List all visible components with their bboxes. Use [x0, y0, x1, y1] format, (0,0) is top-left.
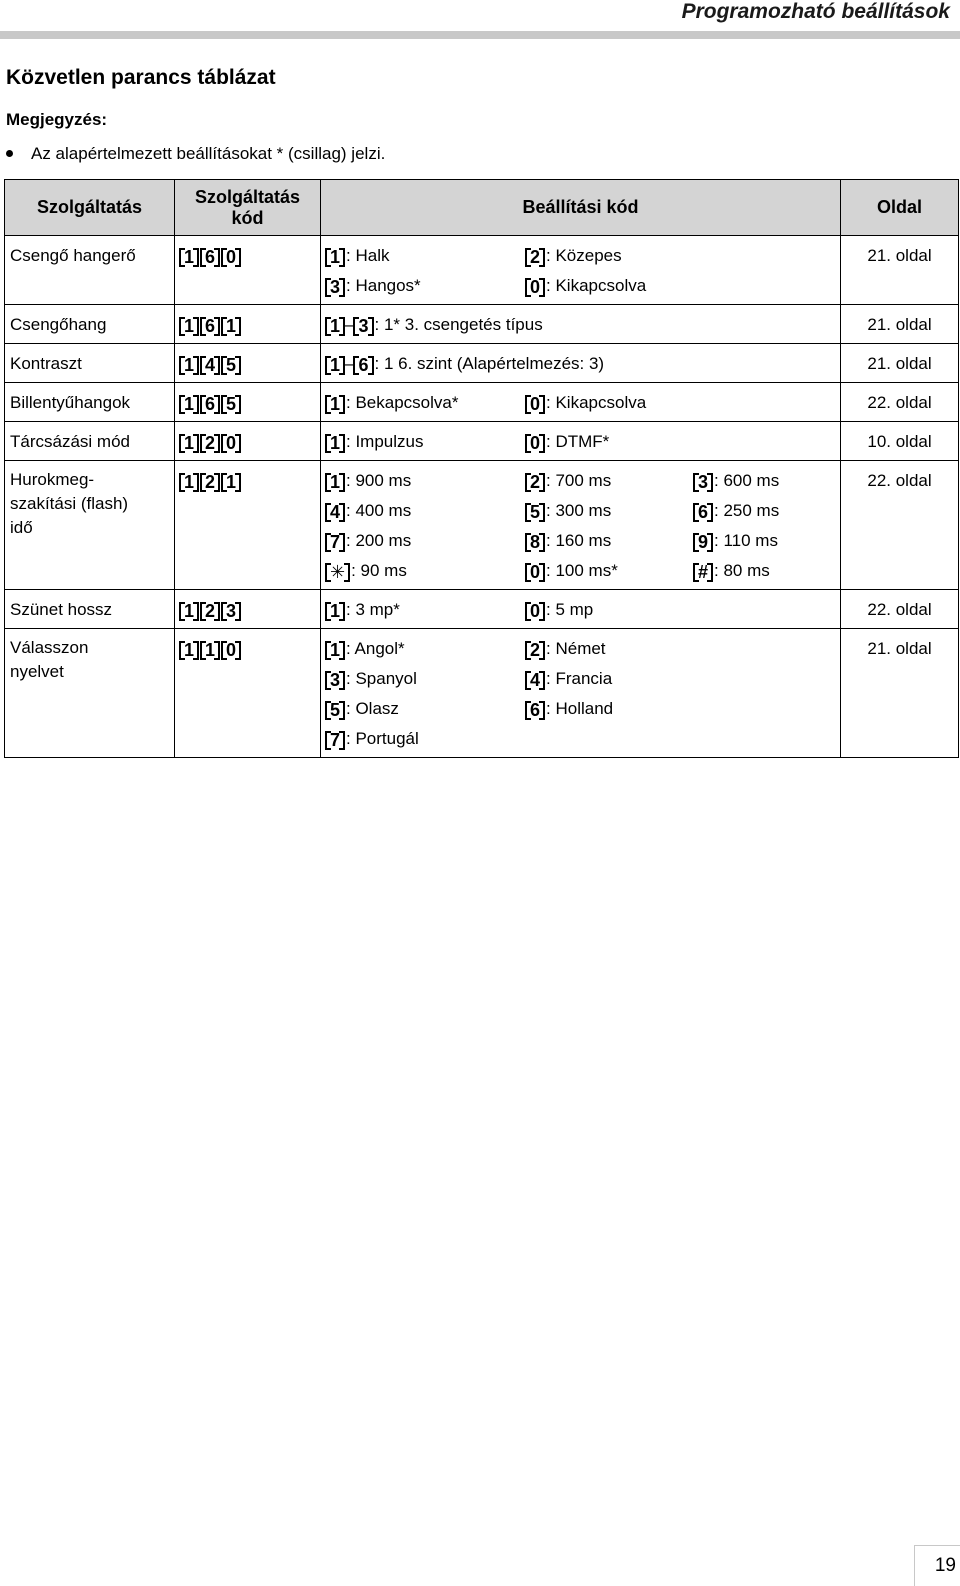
service-cell	[5, 629, 175, 758]
option-text: : Angol*	[346, 639, 405, 658]
setting-code-cell	[321, 590, 841, 629]
option-item	[525, 634, 725, 664]
key-icon: 3	[221, 601, 241, 621]
page-ref: 22. oldal	[867, 471, 932, 490]
option-item	[525, 427, 725, 457]
option-text: : Impulzus	[346, 432, 424, 451]
option-item	[693, 466, 843, 496]
setting-description: : 1* 3. csengetés típus	[374, 315, 543, 334]
key-icon: 8	[525, 532, 545, 552]
option-text: : 900 ms	[346, 471, 412, 490]
key-icon: 0	[221, 247, 241, 267]
service-cell	[5, 461, 175, 590]
service-code-cell	[175, 344, 321, 383]
table-header-row	[5, 180, 959, 236]
key-icon: 1	[179, 472, 199, 492]
key-icon: 2	[525, 472, 545, 492]
option-item	[525, 271, 725, 301]
table-row	[5, 590, 959, 629]
service-name-line: szakítási (flash)	[10, 494, 129, 513]
key-icon: 0	[525, 277, 545, 297]
page-ref: 22. oldal	[867, 600, 932, 619]
option-text: : Közepes	[546, 246, 622, 265]
option-text: : Olasz	[346, 699, 399, 718]
key-icon: 1	[325, 316, 345, 336]
key-icon: 6	[200, 247, 220, 267]
option-item	[525, 664, 725, 694]
direct-command-table	[4, 179, 959, 758]
page-ref-cell	[841, 461, 959, 590]
setting-code-cell	[321, 383, 841, 422]
key-icon: 6	[353, 355, 373, 375]
option-text: : Portugál	[346, 729, 419, 748]
key-icon: 1	[179, 640, 199, 660]
key-icon: 6	[693, 502, 713, 522]
key-icon: 0	[525, 601, 545, 621]
setting-code-cell	[321, 236, 841, 305]
key-icon: #	[693, 562, 713, 582]
key-icon: 1	[325, 640, 345, 660]
service-name-line: Hurokmeg-	[10, 470, 95, 489]
service-name: Billentyűhangok	[10, 393, 131, 412]
option-text: : DTMF*	[546, 432, 610, 451]
page-ref-cell	[841, 305, 959, 344]
option-item	[325, 388, 525, 418]
setting-description: : 1 6. szint (Alapértelmezés: 3)	[374, 354, 605, 373]
header-service: Szolgáltatás	[5, 180, 175, 236]
option-text: : Kikapcsolva	[546, 393, 647, 412]
service-cell	[5, 383, 175, 422]
service-code-cell	[175, 461, 321, 590]
header-setting-code: Beállítási kód	[321, 180, 841, 236]
option-item	[525, 694, 725, 724]
key-icon: 6	[200, 394, 220, 414]
key-icon: 1	[179, 316, 199, 336]
range-dash: –	[345, 315, 355, 334]
header-service-code-line2: kód	[231, 207, 264, 228]
key-icon: 0	[221, 640, 241, 660]
option-item	[325, 526, 525, 556]
key-icon: 2	[525, 640, 545, 660]
note-label: Megjegyzés:	[6, 110, 108, 129]
option-grid	[325, 427, 836, 457]
key-icon: 0	[221, 433, 241, 453]
key-icon: 4	[325, 502, 345, 522]
service-code-cell	[175, 629, 321, 758]
key-icon: 2	[525, 247, 545, 267]
page-ref-cell	[841, 383, 959, 422]
page-ref-cell	[841, 236, 959, 305]
page-ref-cell	[841, 344, 959, 383]
service-cell	[5, 236, 175, 305]
setting-code-cell	[321, 422, 841, 461]
key-icon: 4	[525, 670, 545, 690]
service-name: Kontraszt	[10, 354, 82, 373]
service-name: Tárcsázási mód	[10, 432, 130, 451]
service-name: Szünet hossz	[10, 600, 113, 619]
key-icon: 5	[325, 700, 345, 720]
key-icon: 1	[325, 394, 345, 414]
service-code-cell	[175, 422, 321, 461]
running-header-title: Programozható beállítások	[681, 0, 950, 23]
option-item	[525, 388, 725, 418]
note-bullet	[6, 144, 385, 164]
key-icon: 1	[179, 394, 199, 414]
key-icon: 5	[221, 394, 241, 414]
service-code-cell	[175, 383, 321, 422]
option-text: : Bekapcsolva*	[346, 393, 459, 412]
option-item	[525, 496, 693, 526]
option-item	[693, 496, 843, 526]
key-icon: 6	[200, 316, 220, 336]
option-item	[325, 466, 525, 496]
key-icon: 1	[325, 355, 345, 375]
option-text: : 700 ms	[546, 471, 612, 490]
option-item	[325, 427, 525, 457]
option-item	[325, 496, 525, 526]
section-title: Közvetlen parancs táblázat	[6, 66, 276, 89]
option-text: : 3 mp*	[346, 600, 400, 619]
table-row	[5, 305, 959, 344]
key-icon: 6	[525, 700, 545, 720]
header-service-code-line1: Szolgáltatás	[194, 186, 301, 207]
option-item	[325, 556, 525, 586]
page-ref: 21. oldal	[867, 315, 932, 334]
table-row	[5, 629, 959, 758]
option-text: : Francia	[546, 669, 613, 688]
option-item	[693, 556, 843, 586]
setting-code-cell	[321, 461, 841, 590]
option-item	[525, 526, 693, 556]
service-cell	[5, 305, 175, 344]
option-item	[693, 526, 843, 556]
option-grid	[325, 388, 836, 418]
key-icon: 5	[221, 355, 241, 375]
key-icon: 7	[325, 730, 345, 750]
table-row	[5, 344, 959, 383]
service-name: Csengőhang	[10, 315, 107, 334]
option-text: : 300 ms	[546, 501, 612, 520]
key-icon: 1	[325, 433, 345, 453]
page-ref-cell	[841, 629, 959, 758]
service-name: Csengő hangerő	[10, 246, 136, 265]
table-row	[5, 422, 959, 461]
option-grid	[325, 634, 836, 754]
key-icon: 1	[179, 433, 199, 453]
key-icon: 0	[525, 562, 545, 582]
table-row	[5, 383, 959, 422]
option-text: : Hangos*	[346, 276, 421, 295]
option-grid	[325, 595, 836, 625]
page-ref: 21. oldal	[867, 639, 932, 658]
option-text: : 200 ms	[346, 531, 412, 550]
option-item	[325, 595, 525, 625]
key-icon: 3	[325, 670, 345, 690]
option-item	[325, 724, 525, 754]
option-text: : 5 mp	[546, 600, 594, 619]
note-text: Az alapértelmezett beállításokat * (csillag) jelzi.	[31, 144, 386, 163]
option-item	[525, 595, 725, 625]
header-page: Oldal	[841, 180, 959, 236]
key-icon: 2	[200, 601, 220, 621]
service-name-line: Válasszon	[10, 638, 89, 657]
key-icon: 0	[525, 394, 545, 414]
option-grid	[325, 466, 836, 586]
table-row	[5, 461, 959, 590]
key-icon: 1	[200, 640, 220, 660]
key-icon: 4	[200, 355, 220, 375]
option-text: : 600 ms	[714, 471, 780, 490]
key-icon: 3	[353, 316, 373, 336]
option-text: : Kikapcsolva	[546, 276, 647, 295]
option-text: : 110 ms	[714, 531, 778, 550]
option-text: : 250 ms	[714, 501, 780, 520]
range-dash: –	[345, 354, 355, 373]
key-icon: 1	[325, 247, 345, 267]
bullet-icon	[6, 150, 13, 157]
key-icon: 1	[179, 601, 199, 621]
table-row	[5, 236, 959, 305]
option-text: : Spanyol	[346, 669, 417, 688]
header-rule	[0, 31, 960, 39]
option-item	[525, 556, 693, 586]
setting-code-cell	[321, 344, 841, 383]
page-ref: 21. oldal	[867, 246, 932, 265]
service-code-cell	[175, 305, 321, 344]
option-text: : Német	[546, 639, 606, 658]
key-icon: 1	[179, 247, 199, 267]
service-code-cell	[175, 590, 321, 629]
table-body	[5, 236, 959, 758]
service-cell	[5, 344, 175, 383]
key-icon: 1	[179, 355, 199, 375]
setting-code-cell	[321, 629, 841, 758]
option-item	[525, 466, 693, 496]
option-grid	[325, 241, 836, 301]
key-icon: 7	[325, 532, 345, 552]
key-icon: 3	[693, 472, 713, 492]
page-number: 19	[934, 1555, 956, 1576]
key-icon: 9	[693, 532, 713, 552]
setting-code-cell	[321, 305, 841, 344]
key-icon: 2	[200, 472, 220, 492]
key-icon: 2	[200, 433, 220, 453]
page-ref: 22. oldal	[867, 393, 932, 412]
key-icon: 1	[325, 601, 345, 621]
page-ref: 21. oldal	[867, 354, 932, 373]
option-text: : 160 ms	[546, 531, 612, 550]
option-item	[325, 271, 525, 301]
header-service-code	[175, 180, 321, 236]
option-text: : 100 ms*	[546, 561, 618, 580]
option-text: : 400 ms	[346, 501, 412, 520]
page-ref-cell	[841, 590, 959, 629]
key-icon: 1	[221, 472, 241, 492]
key-icon: 3	[325, 277, 345, 297]
page-ref: 10. oldal	[867, 432, 932, 451]
option-text: : 90 ms	[351, 561, 407, 580]
key-icon: 1	[325, 472, 345, 492]
page-ref-cell	[841, 422, 959, 461]
option-text: : Holland	[546, 699, 614, 718]
option-text: : Halk	[346, 246, 390, 265]
key-icon: ✳	[325, 562, 350, 582]
service-cell	[5, 590, 175, 629]
option-item	[325, 634, 525, 664]
option-text: : 80 ms	[714, 561, 770, 580]
key-icon: 0	[525, 433, 545, 453]
service-name-line: idő	[10, 518, 33, 537]
key-icon: 5	[525, 502, 545, 522]
key-icon: 1	[221, 316, 241, 336]
option-item	[325, 694, 525, 724]
option-item	[525, 241, 725, 271]
service-code-cell	[175, 236, 321, 305]
option-item	[325, 664, 525, 694]
option-item	[325, 241, 525, 271]
service-cell	[5, 422, 175, 461]
service-name-line: nyelvet	[10, 662, 64, 681]
